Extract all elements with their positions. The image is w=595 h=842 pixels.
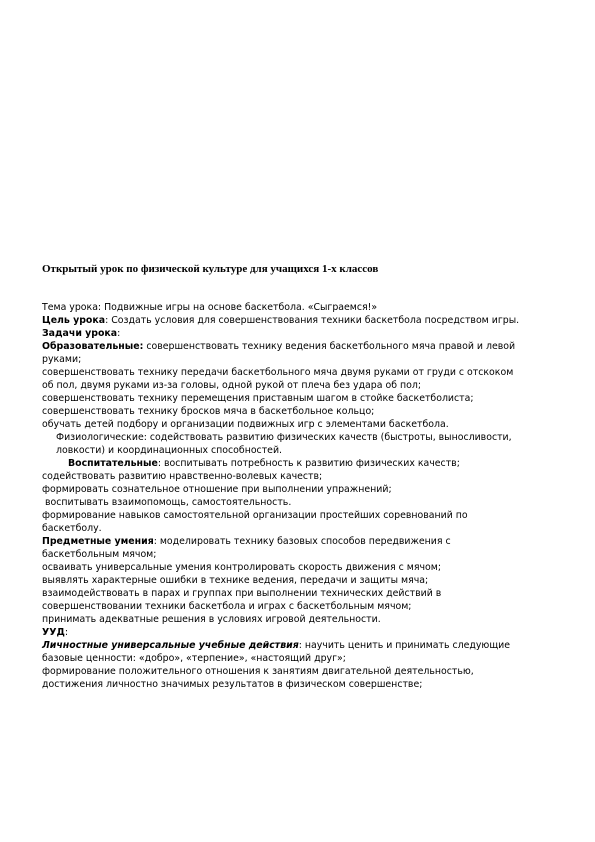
personal-uud-text: : научить ценить и принимать следующие базовые ценности: «добро», «терпение», «настоящий друг»; (42, 640, 511, 664)
list-item: выявлять характерные ошибки в технике ведения, передачи и защиты мяча; (42, 575, 429, 586)
uud-label: УУД (42, 627, 65, 638)
list-item: взаимодействовать в парах и группах при выполнении технических действий в совершенствовании техники баскетбола и играх с баскетбольным мячом; (42, 588, 442, 612)
uud-heading (42, 626, 522, 639)
list-item: воспитывать взаимопомощь, самостоятельность. (42, 497, 292, 508)
personal-uud-label: Личностные универсальные учебные действия (42, 640, 299, 651)
upbringing-label: Воспитательные (68, 458, 158, 469)
goal-text: : Создать условия для совершенствования техники баскетбола посредством игры. (105, 315, 520, 326)
list-item: осваивать универсальные умения контролировать скорость движения с мячом; (42, 562, 441, 573)
list-item: содействовать развитию нравственно-волевых качеств; (42, 471, 323, 482)
list-item: совершенствовать технику передачи баскетбольного мяча двумя руками от груди с отскоком об пол, двумя руками из-за головы, одной рукой от плеча без удара об пол; (42, 367, 514, 391)
lesson-topic: Тема урока: Подвижные игры на основе баскетбола. «Сыграемся!» (42, 302, 378, 313)
list-item: формирование положительного отношения к занятиям двигательной деятельностью, достижения личностно значимых результатов в физическом совершенстве; (42, 666, 474, 690)
list-item: формировать сознательное отношение при выполнении упражнений; (42, 484, 392, 495)
upbringing-text: : воспитывать потребность к развитию физических качеств; (157, 458, 460, 469)
educational-label: Образовательные: (42, 341, 144, 352)
uud-colon: : (64, 627, 68, 638)
personal-uud (42, 639, 522, 665)
subject-skills-label: Предметные умения (42, 536, 154, 547)
physiological-tasks: Физиологические: содействовать развитию физических качеств (быстроты, выносливости, ловкости) и координационных способностей. (56, 432, 512, 456)
document-body (42, 301, 522, 691)
lesson-goal (42, 314, 522, 327)
tasks-heading (42, 327, 522, 340)
subject-skills-text: : моделировать технику базовых способов передвижения с баскетбольным мячом; (42, 536, 451, 560)
goal-label: Цель урока (42, 315, 106, 326)
list-item: совершенствовать технику бросков мяча в баскетбольное кольцо; (42, 406, 375, 417)
educational-text: совершенствовать технику ведения баскетбольного мяча правой и левой руками; (42, 341, 516, 365)
list-item: обучать детей подбору и организации подвижных игр с элементами баскетбола. (42, 419, 449, 430)
list-item: принимать адекватные решения в условиях игровой деятельности. (42, 614, 381, 625)
subject-skills (42, 535, 522, 561)
document-title: Открытый урок по физической культуре для учащихся 1-х классов (42, 263, 379, 275)
tasks-label: Задачи урока (42, 328, 118, 339)
list-item: формирование навыков самостоятельной организации простейших соревнований по баскетболу. (42, 510, 468, 534)
upbringing-tasks (42, 457, 522, 470)
tasks-colon: : (117, 328, 121, 339)
list-item: совершенствовать технику перемещения приставным шагом в стойке баскетболиста; (42, 393, 474, 404)
educational-tasks (42, 340, 522, 366)
